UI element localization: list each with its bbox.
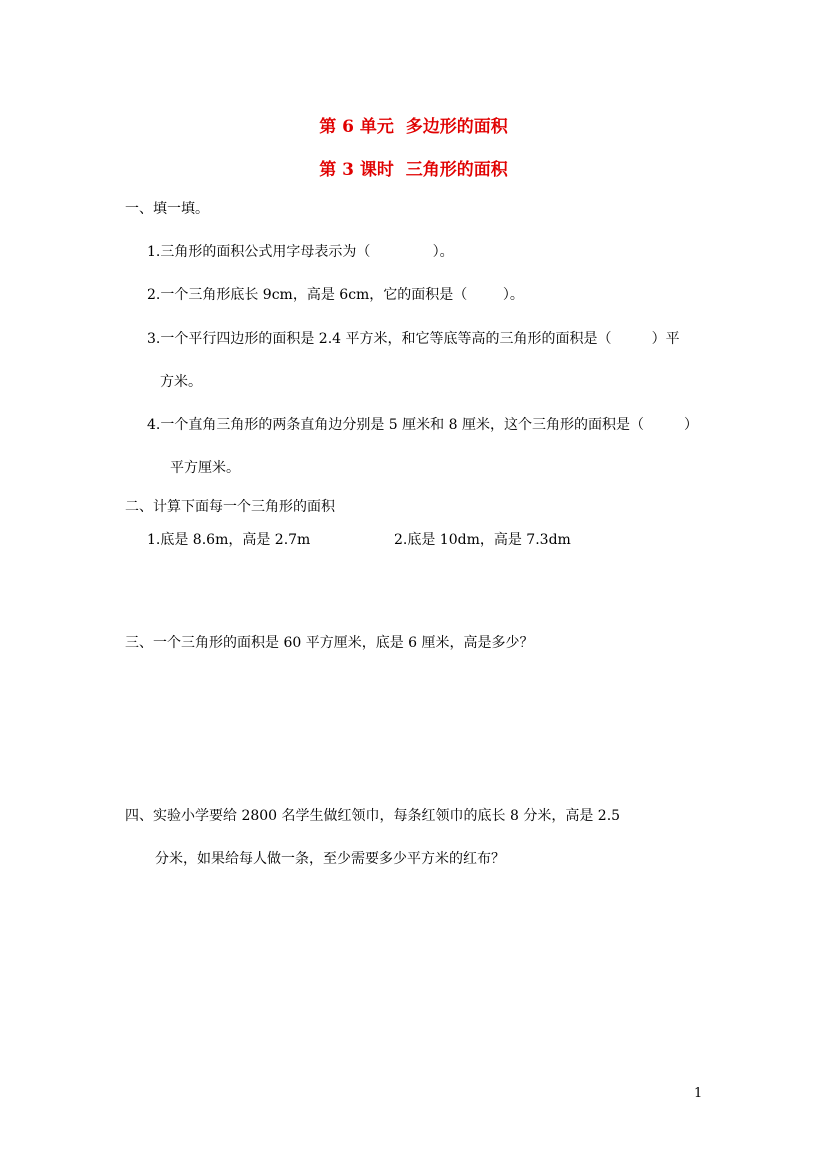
section-4-line2: 分米，如果给每人做一条，至少需要多少平方米的红布？: [155, 851, 505, 867]
question-1-1: 1.三角形的面积公式用字母表示为（ ）。: [147, 244, 454, 260]
section-3-heading: 三、一个三角形的面积是 60 平方厘米，底是 6 厘米，高是多少？: [125, 635, 534, 651]
unit-title: 第 6 单元 多边形的面积: [319, 117, 508, 137]
section-2-heading: 二、计算下面每一个三角形的面积: [125, 499, 335, 515]
question-1-3-line2: 方米。: [160, 374, 202, 390]
section-4-line1: 四、实验小学要给 2800 名学生做红领巾，每条红领巾的底长 8 分米，高是 2.5: [125, 808, 621, 824]
question-1-4-line2: 平方厘米。: [170, 460, 240, 476]
section-1-heading: 一、填一填。: [125, 201, 209, 217]
question-1-2: 2.一个三角形底长 9cm，高是 6cm，它的面积是（ ）。: [147, 287, 524, 303]
page-number: 1: [694, 1086, 703, 1101]
lesson-title: 第 3 课时 三角形的面积: [319, 160, 508, 180]
question-1-3-line1: 3.一个平行四边形的面积是 2.4 平方米，和它等底等高的三角形的面积是（ ）平: [147, 331, 680, 347]
question-1-4-line1: 4.一个直角三角形的两条直角边分别是 5 厘米和 8 厘米，这个三角形的面积是（ ）: [147, 417, 699, 433]
question-2-2: 2.底是 10dm，高是 7.3dm: [394, 532, 571, 548]
question-2-1: 1.底是 8.6m，高是 2.7m: [147, 532, 311, 548]
